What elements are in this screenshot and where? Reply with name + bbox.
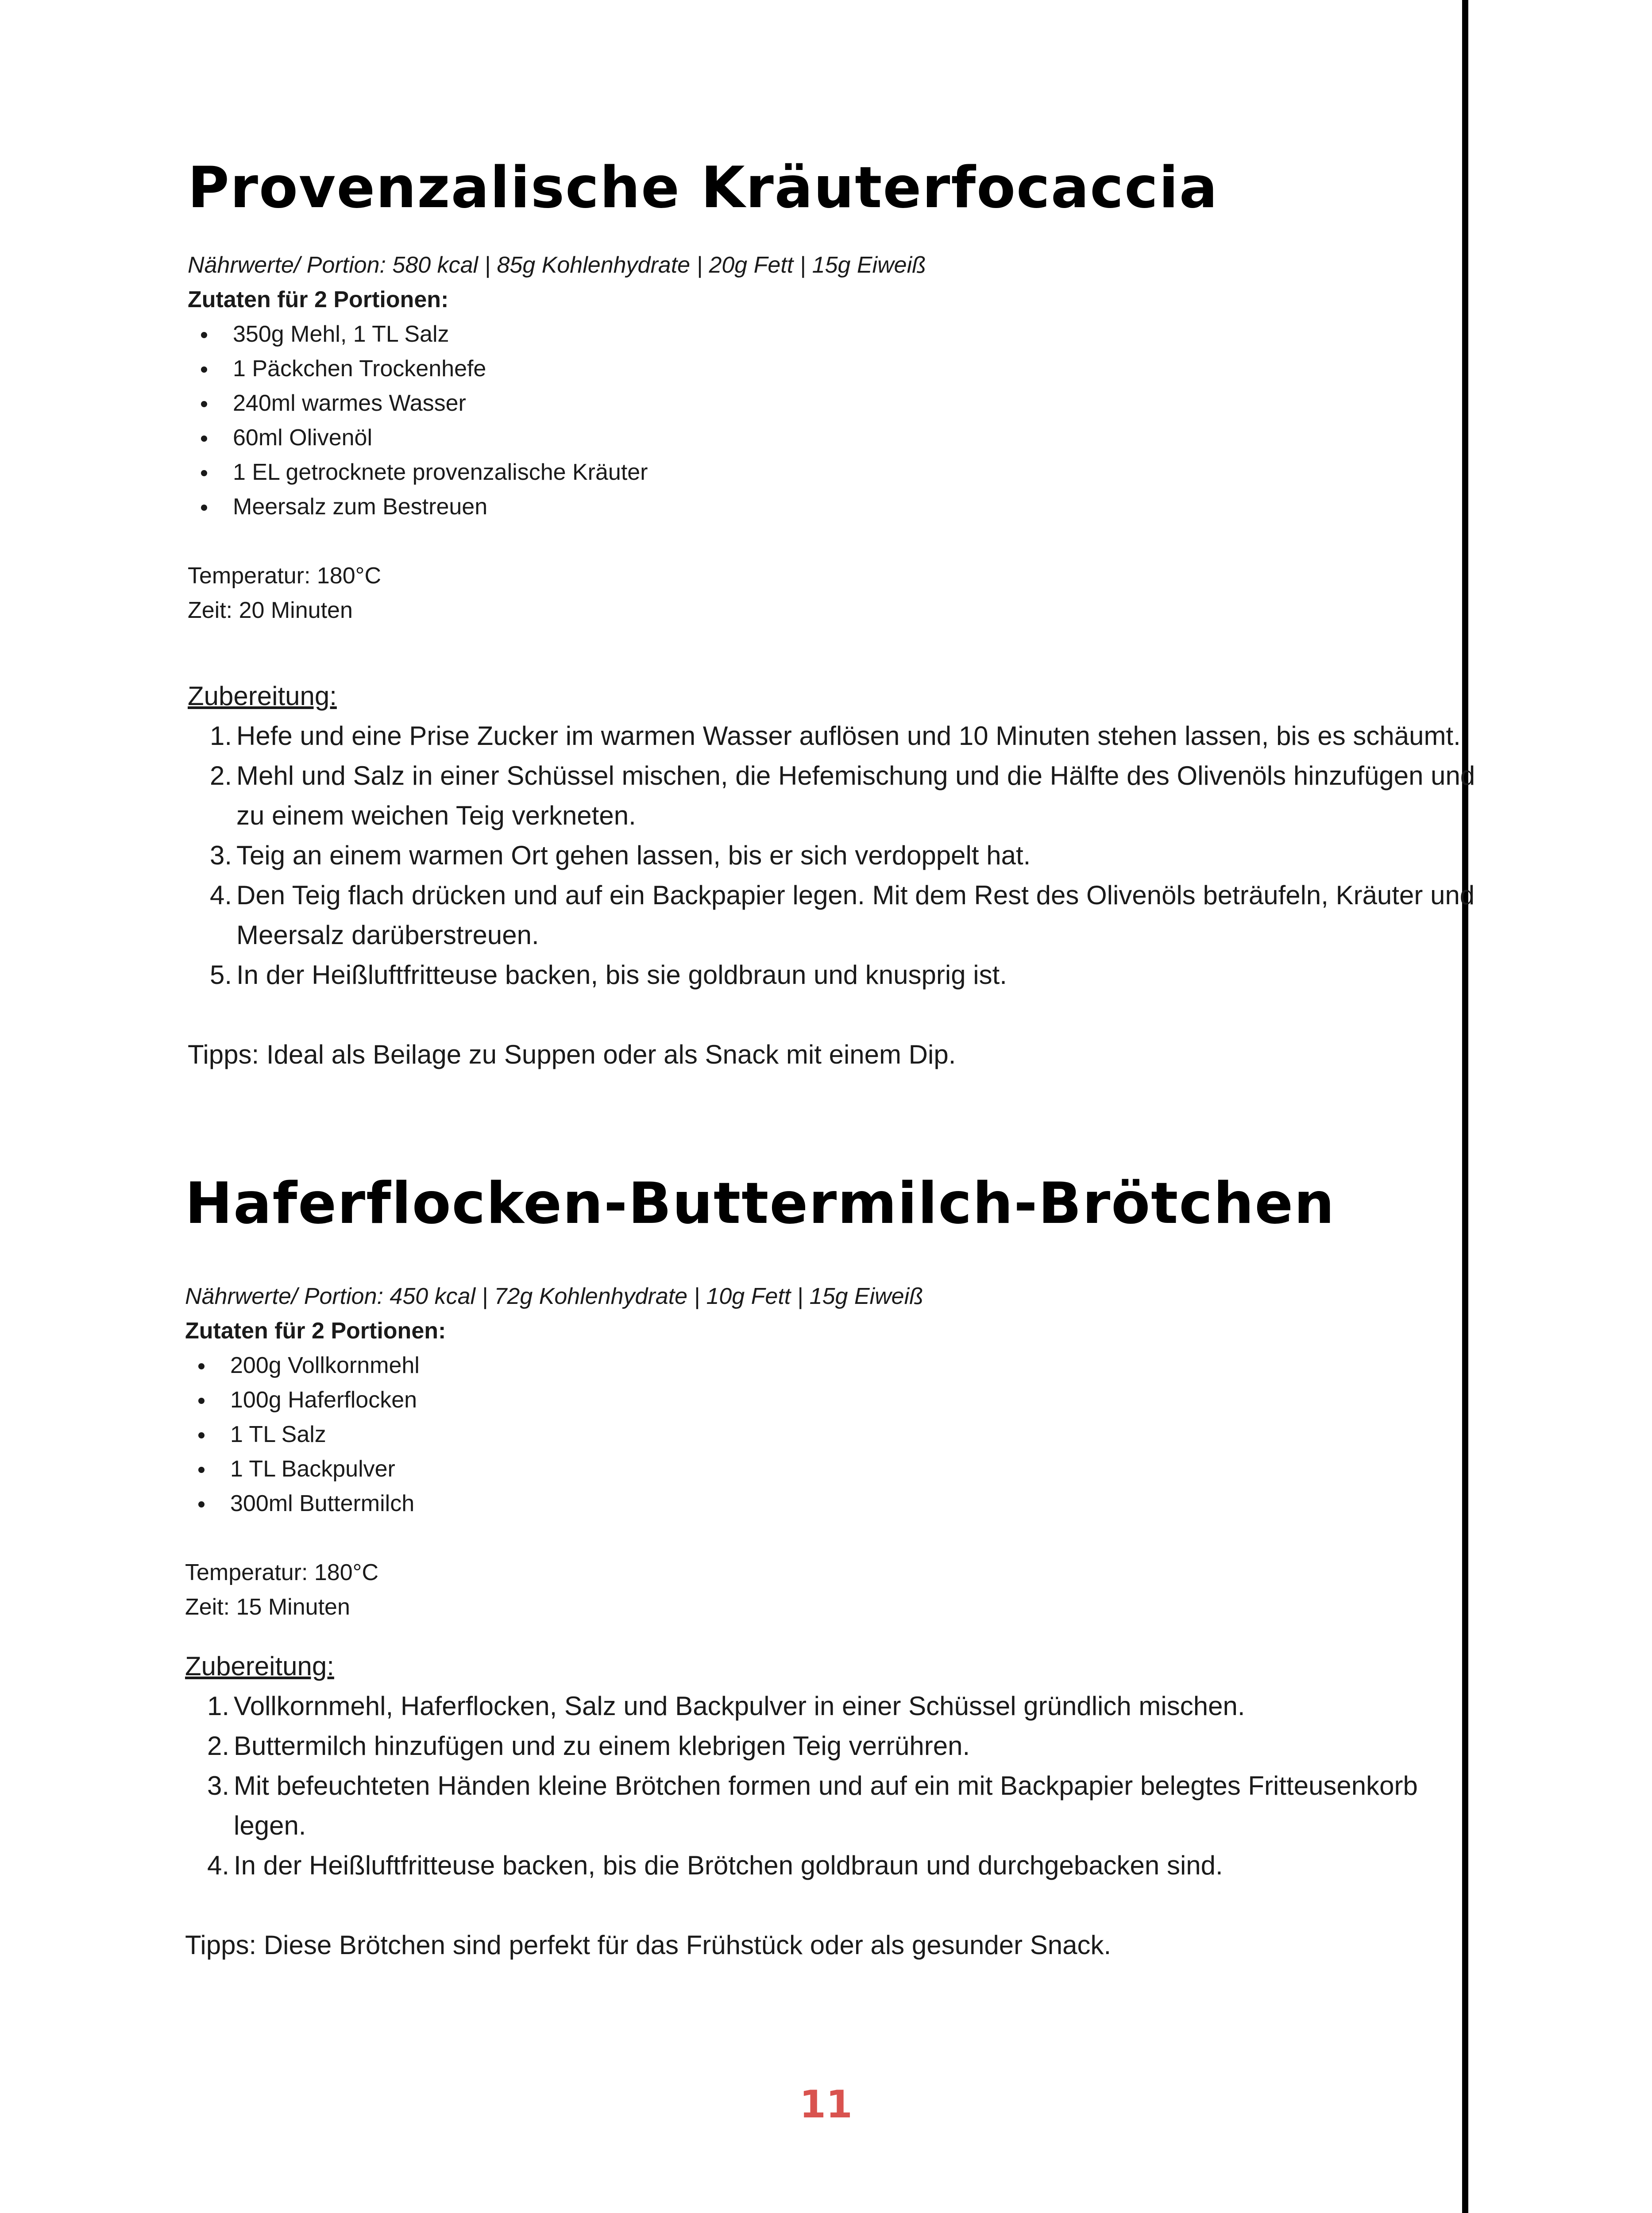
ingredient-item: 1 Päckchen Trockenhefe — [188, 351, 1494, 386]
step-item — [188, 875, 1494, 955]
nutrition-info: Nährwerte/ Portion: 580 kcal | 85g Kohlenhydrate | 20g Fett | 15g Eiweiß — [188, 252, 926, 278]
ingredients-list — [188, 317, 1494, 524]
recipe-title: Haferflocken-Buttermilch-Brötchen — [185, 1171, 1335, 1237]
step-item — [188, 756, 1494, 836]
step-number: 4. — [207, 1851, 230, 1880]
recipe-focaccia — [188, 153, 1494, 1075]
preparation-heading: Zubereitung: — [185, 1651, 334, 1681]
page-number: 11 — [799, 2082, 853, 2127]
ingredient-item: 1 EL getrocknete provenzalische Kräuter — [188, 455, 1494, 490]
ingredient-item: 350g Mehl, 1 TL Salz — [188, 317, 1494, 351]
step-text: Buttermilch hinzufügen und zu einem klebrigen Teig verrühren. — [234, 1731, 970, 1761]
tips: Tipps: Diese Brötchen sind perfekt für das Frühstück oder als gesunder Snack. — [185, 1930, 1112, 1960]
step-number: 2. — [210, 761, 232, 790]
step-number: 2. — [207, 1731, 230, 1761]
ingredients-heading: Zutaten für 2 Portionen: — [185, 1318, 446, 1344]
step-text: Vollkornmehl, Haferflocken, Salz und Backpulver in einer Schüssel gründlich mischen. — [234, 1691, 1245, 1721]
step-text: In der Heißluftfritteuse backen, bis sie goldbraun und knusprig ist. — [236, 960, 1007, 990]
ingredient-item: 200g Vollkornmehl — [185, 1348, 1491, 1383]
step-item — [185, 1726, 1491, 1766]
ingredient-item: Meersalz zum Bestreuen — [188, 490, 1494, 524]
ingredient-item: 60ml Olivenöl — [188, 420, 1494, 455]
step-item — [185, 1686, 1491, 1726]
step-number: 3. — [210, 840, 232, 870]
step-text: Mehl und Salz in einer Schüssel mischen, die Hefemischung und die Hälfte des Olivenöls hinzufügen und zu einem weichen Teig verkneten. — [236, 761, 1475, 830]
step-item — [188, 836, 1494, 875]
recipe-broetchen — [185, 1168, 1491, 1965]
step-item — [188, 716, 1494, 756]
step-number: 5. — [210, 960, 232, 990]
ingredient-item: 240ml warmes Wasser — [188, 386, 1494, 420]
step-number: 1. — [210, 721, 232, 751]
step-text: Mit befeuchteten Händen kleine Brötchen formen und auf ein mit Backpapier belegtes Fritteusenkorb legen. — [234, 1771, 1418, 1840]
steps-list — [185, 1686, 1491, 1885]
step-text: Teig an einem warmen Ort gehen lassen, bis er sich verdoppelt hat. — [236, 840, 1031, 870]
step-item — [185, 1766, 1491, 1846]
ingredient-item: 1 TL Salz — [185, 1417, 1491, 1452]
step-text: Hefe und eine Prise Zucker im warmen Wasser auflösen und 10 Minuten stehen lassen, bis es schäumt. — [236, 721, 1461, 751]
tips: Tipps: Ideal als Beilage zu Suppen oder als Snack mit einem Dip. — [188, 1040, 956, 1069]
ingredient-item: 1 TL Backpulver — [185, 1452, 1491, 1486]
cooking-time: Zeit: 20 Minuten — [188, 598, 353, 623]
temperature: Temperatur: 180°C — [188, 563, 381, 589]
preparation-heading: Zubereitung: — [188, 681, 337, 711]
step-number: 3. — [207, 1771, 230, 1800]
ingredients-heading: Zutaten für 2 Portionen: — [188, 287, 449, 312]
step-item — [185, 1846, 1491, 1885]
ingredient-item: 300ml Buttermilch — [185, 1486, 1491, 1521]
step-number: 1. — [207, 1691, 230, 1721]
step-text: Den Teig flach drücken und auf ein Backpapier legen. Mit dem Rest des Olivenöls beträufeln, Kräuter und Meersalz darüberstreuen. — [236, 880, 1475, 950]
steps-list — [188, 716, 1494, 995]
nutrition-info: Nährwerte/ Portion: 450 kcal | 72g Kohlenhydrate | 10g Fett | 15g Eiweiß — [185, 1284, 923, 1309]
step-number: 4. — [210, 880, 232, 910]
step-item — [188, 955, 1494, 995]
recipe-title: Provenzalische Kräuterfocaccia — [188, 155, 1219, 221]
temperature: Temperatur: 180°C — [185, 1560, 378, 1585]
ingredient-item: 100g Haferflocken — [185, 1383, 1491, 1417]
ingredients-list — [185, 1348, 1491, 1521]
cooking-time: Zeit: 15 Minuten — [185, 1594, 350, 1620]
step-text: In der Heißluftfritteuse backen, bis die Brötchen goldbraun und durchgebacken sind. — [234, 1851, 1223, 1880]
